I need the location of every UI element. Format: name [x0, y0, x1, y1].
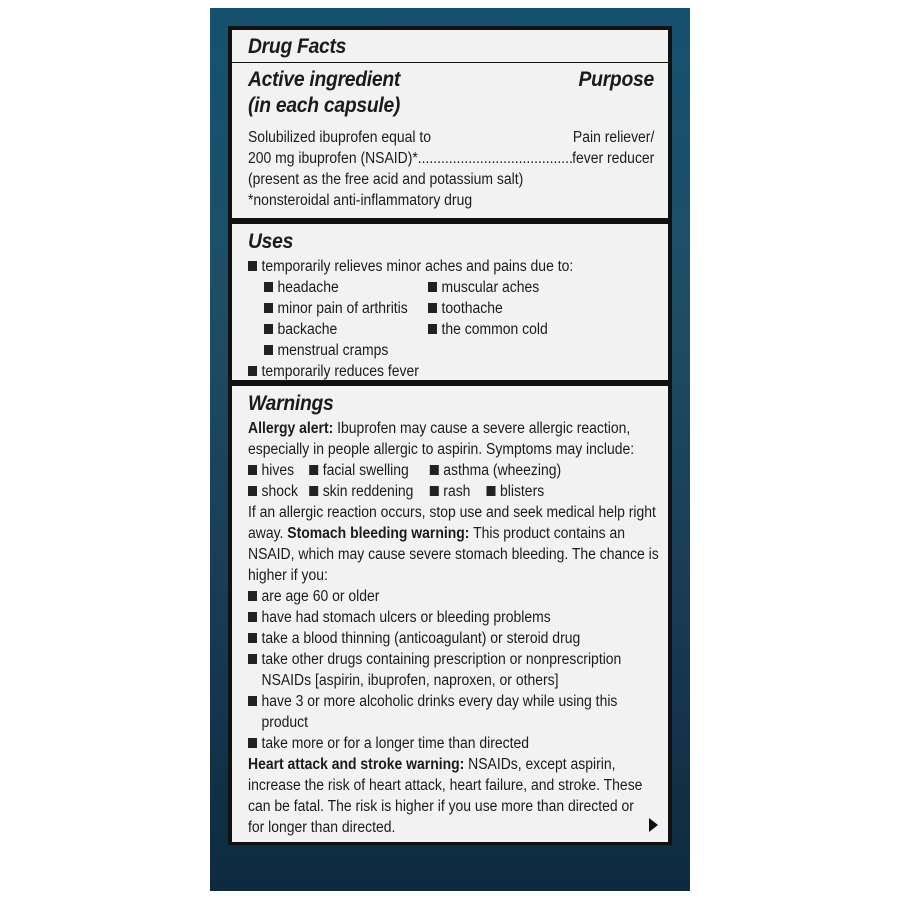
warnings-heading: Warnings — [248, 392, 334, 415]
purpose-text: Pain reliever/ fever reducer — [571, 129, 654, 167]
bullet-icon — [248, 591, 257, 601]
active-ingredient-body — [248, 127, 654, 211]
stomach-warning-line-3: higher if you: — [248, 567, 328, 584]
list-item: muscular aches — [428, 277, 548, 298]
heart-warning-line-3: can be fatal. The risk is higher if you use more than directed or — [248, 798, 634, 815]
list-item: take other drugs containing prescription or nonprescription — [248, 649, 613, 670]
bullet-icon — [248, 633, 257, 643]
heart-warning-line-2: increase the risk of heart attack, heart failure, and stroke. These — [248, 777, 643, 794]
bullet-icon — [264, 345, 273, 355]
list-item: the common cold — [428, 319, 548, 340]
purpose-heading: Purpose — [578, 68, 654, 91]
list-item-continued: product — [261, 714, 309, 731]
uses-section — [232, 224, 668, 380]
bullet-icon — [248, 696, 257, 706]
bullet-icon — [428, 282, 437, 292]
bullet-icon — [309, 486, 318, 496]
list-item: toothache — [428, 298, 548, 319]
active-ingredient-subheading: (in each capsule) — [248, 94, 401, 117]
drug-facts-label — [210, 8, 690, 891]
bullet-icon — [264, 303, 273, 313]
stomach-warning-line-1: away. Stomach bleeding warning: This product contains an — [248, 525, 626, 542]
bullet-icon — [248, 366, 257, 376]
heart-warning-line-1: Heart attack and stroke warning: NSAIDs, except aspirin, — [248, 756, 616, 773]
drug-facts-panel — [228, 26, 672, 845]
list-item: have 3 or more alcoholic drinks every day while using this — [248, 691, 613, 712]
bullet-icon — [428, 324, 437, 334]
title-divider — [232, 62, 668, 63]
uses-heading: Uses — [248, 230, 294, 253]
continue-arrow-icon — [649, 818, 658, 832]
warnings-section — [232, 386, 668, 842]
list-item: take a blood thinning (anticoagulant) or steroid drug — [248, 628, 613, 649]
symptoms-row-2: shock skin reddening rash blisters — [248, 481, 613, 502]
stomach-warning-line-2: NSAID, which may cause severe stomach bleeding. The chance is — [248, 546, 659, 563]
list-item: menstrual cramps — [264, 340, 408, 361]
ingredient-line-3: (present as the free acid and potassium salt) — [248, 171, 524, 188]
list-item: have had stomach ulcers or bleeding problems — [248, 607, 613, 628]
uses-intro: temporarily relieves minor aches and pains due to: — [248, 256, 613, 277]
bullet-icon — [264, 282, 273, 292]
bullet-icon — [428, 303, 437, 313]
list-item: backache — [264, 319, 408, 340]
ingredient-line-2: 200 mg ibuprofen (NSAID)*........................................ — [248, 150, 573, 167]
uses-last: temporarily reduces fever — [248, 361, 613, 380]
bullet-icon — [248, 738, 257, 748]
bullet-icon — [430, 465, 439, 475]
bullet-icon — [248, 486, 257, 496]
allergy-action-line-1: If an allergic reaction occurs, stop use and seek medical help right — [248, 504, 656, 521]
list-item: are age 60 or older — [248, 586, 613, 607]
bullet-icon — [309, 465, 318, 475]
list-item: headache — [264, 277, 408, 298]
bullet-icon — [248, 261, 257, 271]
bullet-icon — [248, 612, 257, 622]
uses-list — [264, 277, 654, 361]
bullet-icon — [248, 654, 257, 664]
heart-warning-line-4: for longer than directed. — [248, 819, 396, 836]
symptoms-row-1: hives facial swelling asthma (wheezing) — [248, 460, 613, 481]
ingredient-footnote: *nonsteroidal anti-inflammatory drug — [248, 192, 473, 209]
drug-facts-title: Drug Facts — [248, 35, 347, 58]
active-ingredient-header — [248, 67, 654, 119]
list-item-continued: NSAIDs [aspirin, ibuprofen, naproxen, or others] — [261, 672, 559, 689]
bullet-icon — [264, 324, 273, 334]
list-item: take more or for a longer time than directed — [248, 733, 613, 754]
bullet-icon — [430, 486, 439, 496]
bullet-icon — [487, 486, 496, 496]
bullet-icon — [248, 465, 257, 475]
allergy-alert-line-1: Allergy alert: Ibuprofen may cause a severe allergic reaction, — [248, 420, 631, 437]
ingredient-line-1: Solubilized ibuprofen equal to — [248, 129, 432, 146]
list-item: minor pain of arthritis — [264, 298, 408, 319]
active-ingredient-section — [232, 30, 668, 218]
allergy-alert-line-2: especially in people allergic to aspirin. Symptoms may include: — [248, 441, 635, 458]
active-ingredient-heading: Active ingredient — [248, 68, 401, 91]
